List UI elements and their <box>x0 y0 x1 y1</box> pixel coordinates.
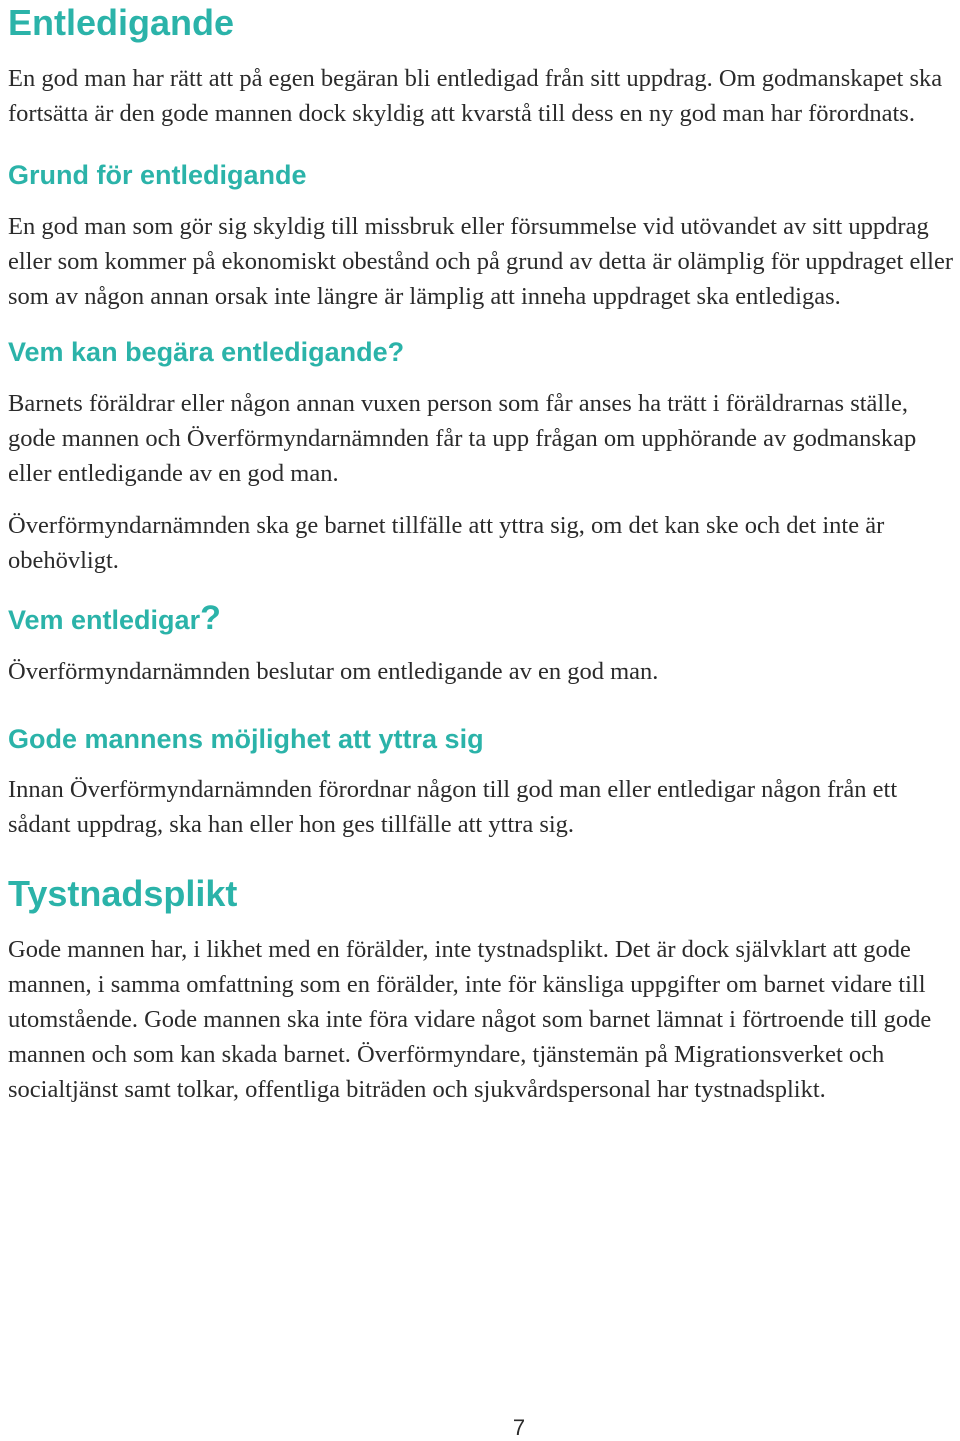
section-heading-entledigande: Entledigande <box>8 2 235 43</box>
subheading-grund: Grund för entledigande <box>8 160 307 190</box>
vem-kan-begara-paragraph-1: Barnets föräldrar eller någon annan vuxen person som får anses ha trätt i föräldrarnas ställe, gode mannen och Överförmyndarnämnden får ta upp frågan om upphörande av godmanskap eller entledigande av en god man. <box>8 390 917 487</box>
vem-entledigar-question-mark: ? <box>200 599 221 637</box>
entledigande-intro-paragraph: En god man har rätt att på egen begäran bli entledigad från sitt uppdrag. Om godmanskapet ska fortsätta är den gode mannen dock skyldig att kvarstå till dess en ny god man har förordnats. <box>8 65 943 127</box>
vem-kan-begara-paragraph-2: Överförmyndarnämnden ska ge barnet tillfälle att yttra sig, om det kan ske och det inte är obehövligt. <box>8 512 885 574</box>
mojlighet-paragraph: Innan Överförmyndarnämnden förordnar någon till god man eller entledigar någon från ett sådant uppdrag, ska han eller hon ges tillfälle att yttra sig. <box>8 776 898 838</box>
tystnadsplikt-paragraph: Gode mannen har, i likhet med en förälder, inte tystnadsplikt. Det är dock självklart att gode mannen, i samma omfattning som en förälder, inte för känsliga uppgifter om barnet vidare till utomstående. Gode mannen ska inte föra vidare något som barnet lämnat i förtroende till gode mannen och som kan skada barnet. Överförmyndare, tjänstemän på Migrationsverket och socialtjänst samt tolkar, offentliga biträden och sjukvårdspersonal har tystnadsplikt. <box>8 936 932 1103</box>
subheading-mojlighet: Gode mannens möjlighet att yttra sig <box>8 724 484 754</box>
subheading-vem-kan-begara: Vem kan begära entledigande? <box>8 337 405 367</box>
page-number: 7 <box>512 1415 526 1440</box>
section-heading-tystnadsplikt: Tystnadsplikt <box>8 873 238 914</box>
vem-entledigar-paragraph: Överförmyndarnämnden beslutar om entledigande av en god man. <box>8 658 659 685</box>
grund-paragraph: En god man som gör sig skyldig till missbruk eller försummelse vid utövandet av sitt uppdrag eller som kommer på ekonomiskt obestånd och på grund av detta är olämplig för uppdraget eller som av någon annan orsak inte längre är lämplig att inneha uppdraget ska entledigas. <box>8 213 954 310</box>
vem-entledigar-heading-text: Vem entledigar <box>8 605 201 635</box>
document-page <box>8 0 958 1107</box>
subheading-vem-entledigar <box>8 599 958 637</box>
